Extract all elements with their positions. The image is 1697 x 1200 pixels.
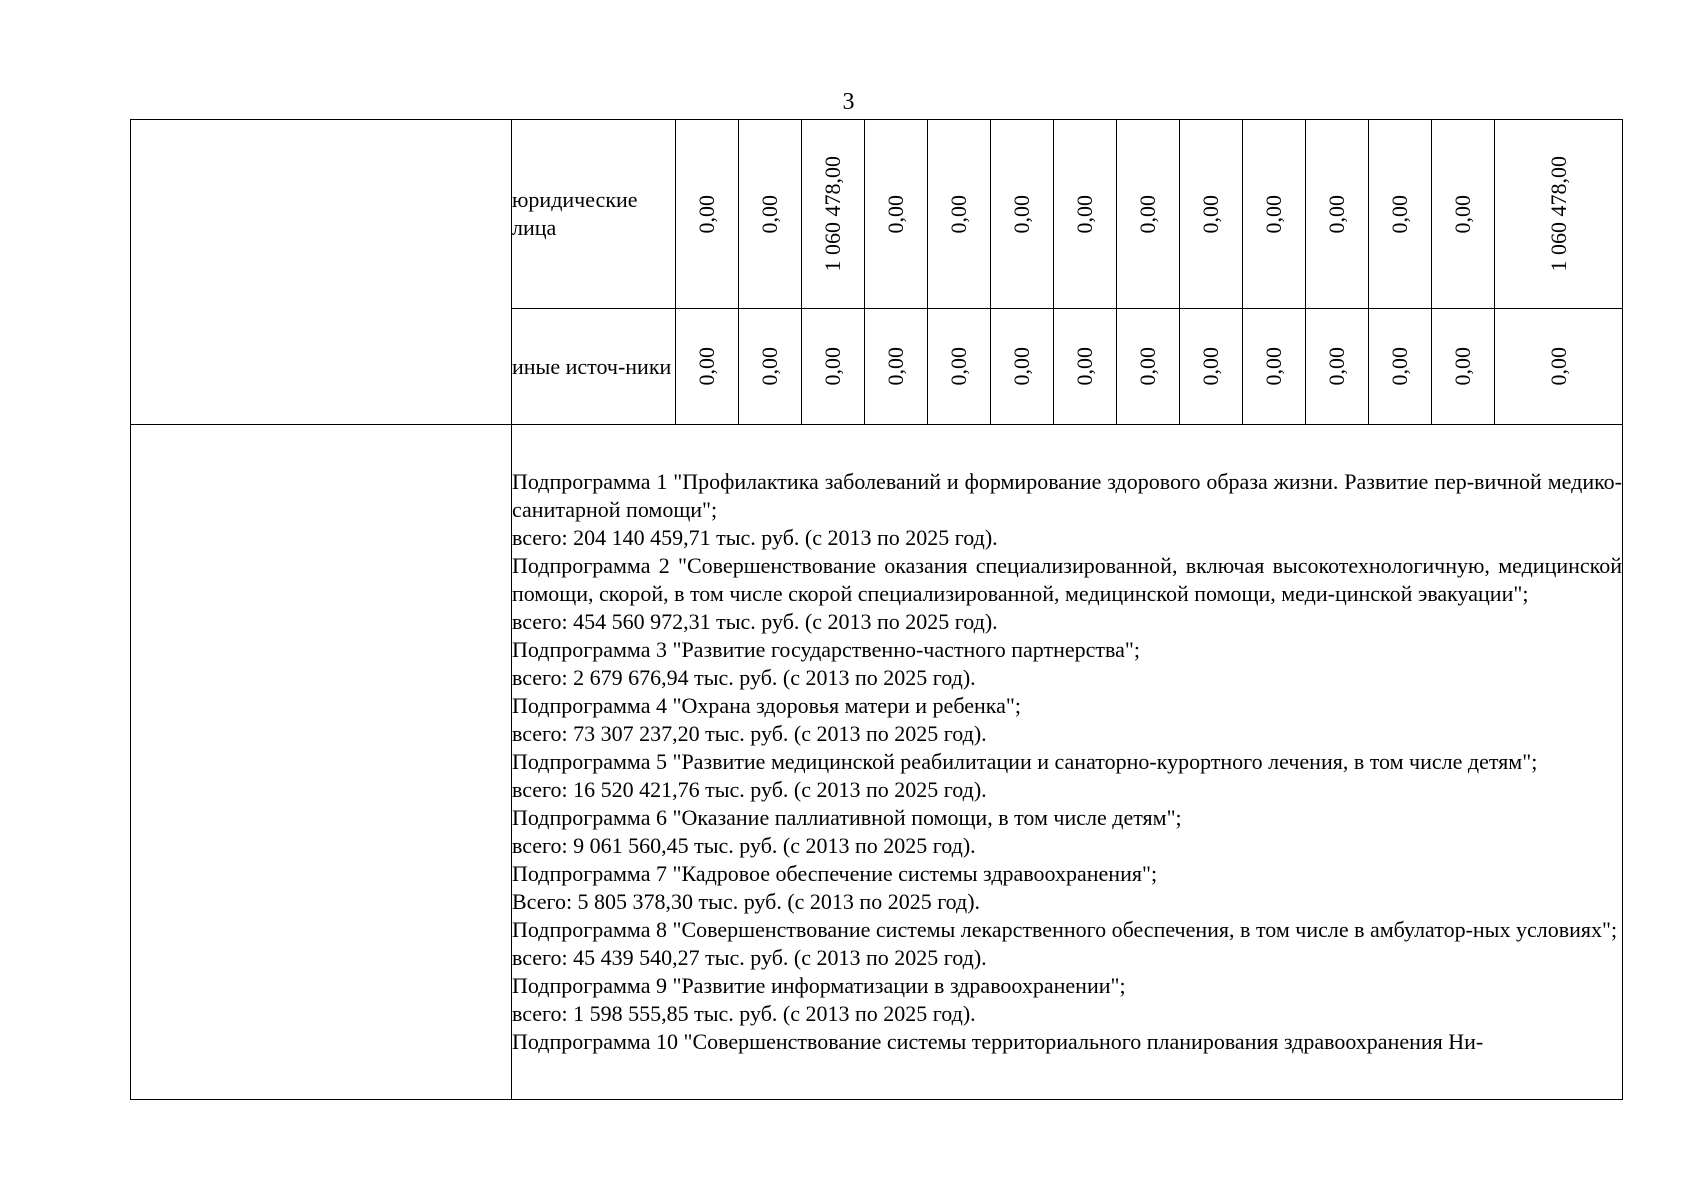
value-text: 0,00 (820, 347, 845, 386)
value-text: 0,00 (946, 194, 971, 234)
value-cell (1117, 309, 1180, 425)
funding-table (130, 119, 1623, 1100)
funding-source-label: иные источ-ники (512, 309, 676, 425)
value-text: 0,00 (1450, 194, 1475, 234)
value-text: 0,00 (1387, 194, 1412, 234)
value-cell (865, 120, 928, 309)
value-cell (802, 309, 865, 425)
value-cell (676, 120, 739, 309)
subprogram-total: всего: 1 598 555,85 тыс. руб. (с 2013 по 2025 год). (512, 1001, 976, 1026)
value-text: 0,00 (1198, 347, 1223, 386)
subprogram-total: всего: 454 560 972,31 тыс. руб. (с 2013 по 2025 год). (512, 609, 998, 634)
value-text: 0,00 (1450, 347, 1475, 386)
value-text: 0,00 (757, 194, 782, 234)
value-text: 0,00 (694, 347, 719, 386)
value-text: 0,00 (1072, 194, 1097, 234)
subprogram-line: Подпрограмма 10 "Совершенствование системы территориального планирования здравоохранения Ни- (512, 1029, 1484, 1054)
table-row-legal-entities (131, 120, 1623, 309)
value-cell (1180, 120, 1243, 309)
value-cell (1243, 309, 1306, 425)
value-cell (928, 120, 991, 309)
subprogram-total: Всего: 5 805 378,30 тыс. руб. (с 2013 по 2025 год). (512, 889, 981, 914)
funding-source-label: юридические лица (512, 120, 676, 309)
value-text: 0,00 (1324, 194, 1349, 234)
value-cell (739, 309, 802, 425)
subprogram-line: Подпрограмма 6 "Оказание паллиативной помощи, в том числе детям"; (512, 805, 1182, 830)
value-text: 0,00 (757, 347, 782, 386)
subprogram-line: Подпрограмма 2 "Совершенствование оказания специализированной, включая высокотехнологичную, медицинской помощи, скорой, в том числе скорой специализированной, медицинской помощи, меди-цинской эвакуации"; (512, 553, 1622, 606)
subprograms-cell (512, 425, 1623, 1100)
total-text: 1 060 478,00 (1545, 156, 1571, 272)
value-text: 0,00 (1072, 347, 1097, 386)
value-cell (1180, 309, 1243, 425)
table-row-subprograms (131, 425, 1623, 1100)
value-cell (1432, 309, 1495, 425)
value-cell (928, 309, 991, 425)
subprogram-line: Подпрограмма 9 "Развитие информатизации в здравоохранении"; (512, 973, 1126, 998)
empty-left-cell (131, 120, 512, 425)
subprogram-total: всего: 45 439 540,27 тыс. руб. (с 2013 по 2025 год). (512, 945, 987, 970)
value-text: 0,00 (694, 194, 719, 234)
subprogram-line: Подпрограмма 8 "Совершенствование системы лекарственного обеспечения, в том числе в амбулатор-ных условиях"; (512, 917, 1618, 942)
value-cell (802, 120, 865, 309)
value-text: 1 060 478,00 (820, 156, 845, 272)
subprogram-line: Подпрограмма 4 "Охрана здоровья матери и ребенка"; (512, 693, 1021, 718)
subprogram-line: Подпрограмма 1 "Профилактика заболеваний и формирование здорового образа жизни. Развитие пер-вичной медико-санитарной помощи"; (512, 469, 1622, 522)
subprogram-line: Подпрограмма 5 "Развитие медицинской реабилитации и санаторно-курортного лечения, в том числе детям"; (512, 749, 1538, 774)
value-text: 0,00 (1135, 347, 1160, 386)
subprogram-total: всего: 16 520 421,76 тыс. руб. (с 2013 по 2025 год). (512, 777, 987, 802)
value-text: 0,00 (883, 347, 908, 386)
subprogram-total: всего: 73 307 237,20 тыс. руб. (с 2013 по 2025 год). (512, 721, 987, 746)
value-text: 0,00 (1387, 347, 1412, 386)
value-cell (1306, 309, 1369, 425)
value-text: 0,00 (1198, 194, 1223, 234)
value-cell (1054, 120, 1117, 309)
subprogram-line: Подпрограмма 3 "Развитие государственно-частного партнерства"; (512, 637, 1140, 662)
page-number: 3 (842, 89, 855, 115)
value-cell (1306, 120, 1369, 309)
value-text: 0,00 (1009, 194, 1034, 234)
total-cell (1495, 309, 1623, 425)
subprogram-line: Подпрограмма 7 "Кадровое обеспечение системы здравоохранения"; (512, 861, 1158, 886)
value-text: 0,00 (1135, 194, 1160, 234)
value-text: 0,00 (883, 194, 908, 234)
value-cell (1117, 120, 1180, 309)
value-cell (865, 309, 928, 425)
value-cell (1432, 120, 1495, 309)
total-cell (1495, 120, 1623, 309)
value-text: 0,00 (1261, 194, 1286, 234)
value-cell (1369, 120, 1432, 309)
value-cell (991, 120, 1054, 309)
subprogram-total: всего: 2 679 676,94 тыс. руб. (с 2013 по 2025 год). (512, 665, 976, 690)
value-text: 0,00 (1261, 347, 1286, 386)
value-text: 0,00 (1324, 347, 1349, 386)
value-text: 0,00 (1009, 347, 1034, 386)
value-cell (1054, 309, 1117, 425)
value-cell (739, 120, 802, 309)
subprogram-total: всего: 9 061 560,45 тыс. руб. (с 2013 по 2025 год). (512, 833, 976, 858)
value-cell (676, 309, 739, 425)
subprogram-total: всего: 204 140 459,71 тыс. руб. (с 2013 по 2025 год). (512, 525, 998, 550)
value-cell (1369, 309, 1432, 425)
empty-left-cell (131, 425, 512, 1100)
value-cell (1243, 120, 1306, 309)
total-text: 0,00 (1545, 347, 1571, 386)
value-cell (991, 309, 1054, 425)
value-text: 0,00 (946, 347, 971, 386)
